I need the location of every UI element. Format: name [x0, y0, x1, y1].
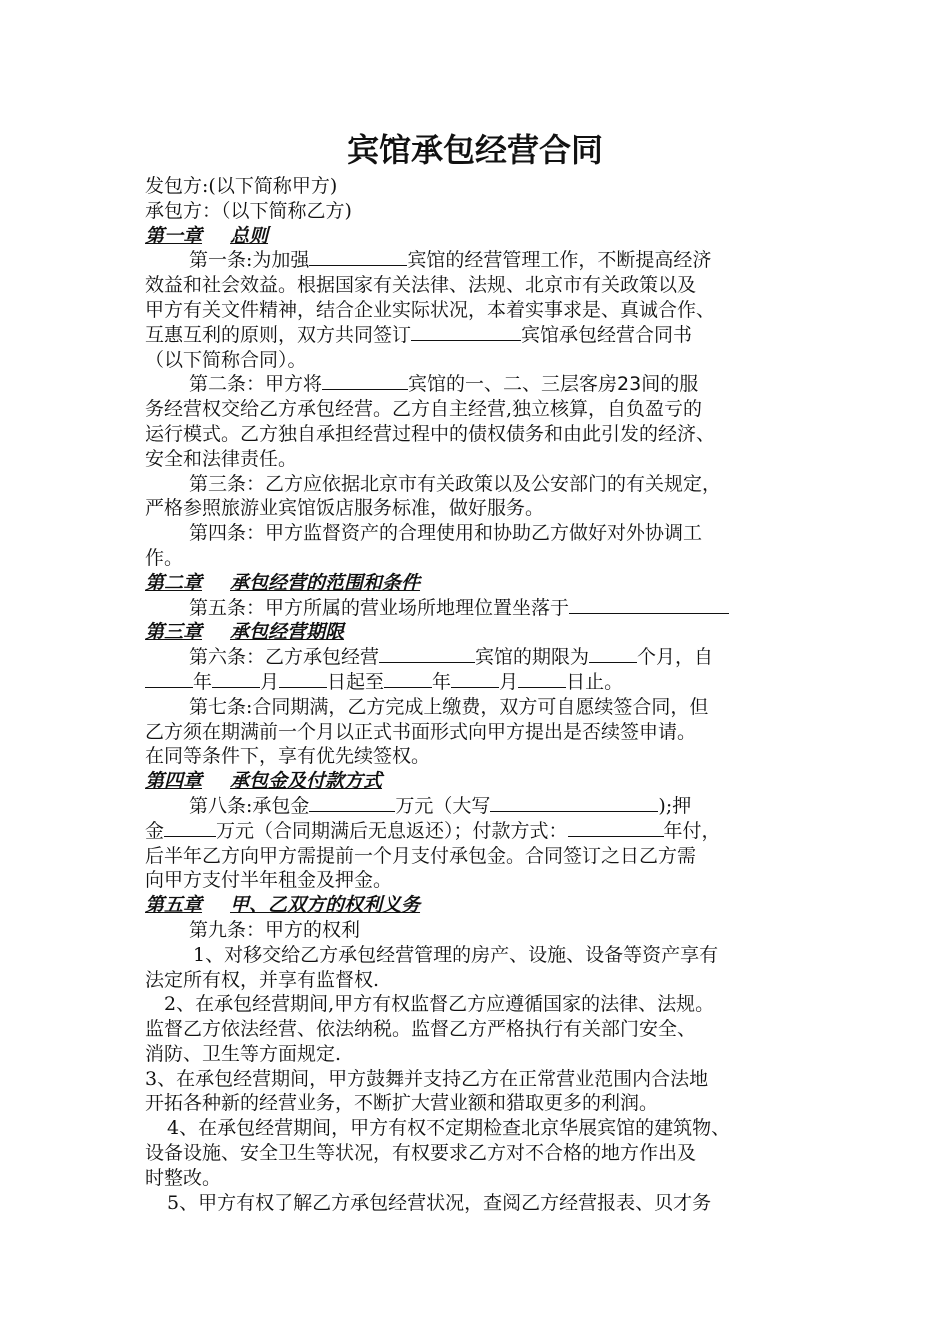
article-8-line-1 [145, 794, 815, 819]
item-1-line-1: 1、对移交给乙方承包经营管理的房产、设施、设备等资产享有 [193, 943, 719, 966]
item-4-line-3: 时整改。 [145, 1166, 222, 1189]
document-body [145, 174, 815, 1215]
article-4-line-1: 第四条：甲方监督资产的合理使用和协助乙方做好对外协调工 [189, 522, 703, 545]
item-1-line-2: 法定所有权，并享有监督权. [145, 968, 380, 991]
article-7-line-1: 第七条:合同期满，乙方完成上缴费，双方可自愿续签合同，但 [189, 695, 709, 718]
fill-blank-hotel-name [411, 323, 521, 341]
article-1-line-1 [145, 248, 815, 273]
text-run: 月 [260, 670, 280, 693]
article-2-line-1 [145, 372, 815, 397]
text-run: 第一条:为加强 [189, 249, 310, 272]
article-2-line-3: 运行模式。乙方独自承担经营过程中的债权债务和由此引发的经济、 [145, 422, 716, 445]
chapter-name: 承包经营期限 [230, 621, 345, 644]
article-1-line-5: （以下简称合同）。 [145, 348, 307, 371]
fill-blank-amount [309, 794, 395, 812]
text-run: 宾馆承包经营合同书 [521, 323, 693, 346]
chapter-number: 第五章 [145, 894, 203, 917]
fill-blank-start-day [279, 670, 327, 688]
chapter-name: 承包金及付款方式 [230, 770, 383, 793]
fill-blank-start-month [212, 670, 260, 688]
article-6-line-2 [145, 670, 815, 695]
fill-blank-months [589, 645, 637, 663]
fill-blank-end-day [518, 670, 566, 688]
article-1-line-2: 效益和社会效益。根据国家有关法律、法规、北京市有关政策以及 [145, 274, 697, 297]
item-5-line-1: 5、甲方有权了解乙方承包经营状况，查阅乙方经营报表、贝才务 [167, 1191, 712, 1214]
article-8-line-4: 向甲方支付半年租金及押金。 [145, 869, 393, 892]
text-run: 第六条：乙方承包经营 [189, 646, 380, 669]
text-run: 年 [193, 670, 213, 693]
chapter-name: 总则 [230, 224, 269, 247]
article-2-line-2: 务经营权交给乙方承包经营。乙方自主经营,独立核算，自负盈亏的 [145, 398, 703, 421]
fill-blank-hotel-name [379, 645, 475, 663]
party-a-line: 发包方:(以下简称甲方) [145, 175, 338, 197]
article-2-line-4: 安全和法律责任。 [145, 447, 298, 470]
article-3-line-2: 严格参照旅游业宾馆饭店服务标准，做好服务。 [145, 497, 545, 520]
text-run: 日止。 [566, 670, 624, 693]
article-8-line-2 [145, 819, 815, 844]
chapter-3-heading [145, 620, 815, 645]
fill-blank-hotel-name [309, 248, 407, 266]
text-run: 月 [499, 670, 519, 693]
text-run: 日起至 [327, 670, 385, 693]
article-9-line-1: 第九条：甲方的权利 [189, 918, 361, 941]
chapter-number: 第三章 [145, 621, 203, 644]
item-2-line-1: 2、在承包经营期间,甲方有权监督乙方应遵循国家的法律、法规。 [164, 993, 715, 1016]
chapter-1-heading [145, 224, 815, 249]
item-2-line-3: 消防、卫生等方面规定. [145, 1042, 342, 1065]
fill-blank-start-year [145, 670, 193, 688]
text-run: 第五条：甲方所属的营业场所地理位置坐落于 [189, 596, 570, 619]
chapter-2-heading [145, 571, 815, 596]
chapter-number: 第一章 [145, 224, 203, 247]
chapter-name: 甲、乙双方的权利义务 [230, 894, 421, 917]
text-run: 万元（大写 [395, 794, 491, 817]
text-run: 万元（合同期满后无息返还）；付款方式： [216, 819, 568, 842]
text-run: 间的服 [641, 373, 699, 396]
article-1-line-4 [145, 323, 815, 348]
article-7-line-3: 在同等条件下，享有优先续签权。 [145, 745, 431, 768]
text-run: 第二条：甲方将 [189, 373, 323, 396]
chapter-4-heading [145, 769, 815, 794]
text-run: 互惠互利的原则，双方共同签订 [145, 323, 412, 346]
article-3-line-1: 第三条：乙方应依据北京市有关政策以及公安部门的有关规定， [189, 472, 722, 495]
text-run: 宾馆的经营管理工作，不断提高经济 [407, 249, 712, 272]
item-2-line-2: 监督乙方依法经营、依法纳税。监督乙方严格执行有关部门安全、 [145, 1018, 697, 1041]
text-run: 个月，自 [637, 646, 714, 669]
fill-blank-hotel-name [322, 372, 408, 390]
text-run: );押 [658, 794, 692, 817]
item-4-line-2: 设备设施、安全卫生等状况，有权要求乙方对不合格的地方作出及 [145, 1142, 697, 1165]
fill-blank-end-year [384, 670, 432, 688]
text-run: 23 [617, 373, 642, 396]
text-run: 宾馆的一、二、三层客房 [408, 373, 618, 396]
text-run: 年 [432, 670, 452, 693]
text-run: 第八条:承包金 [189, 794, 310, 817]
text-run: 年付， [663, 819, 721, 842]
article-4-line-2: 作。 [145, 546, 184, 569]
chapter-5-heading [145, 893, 815, 918]
fill-blank-amount-words [490, 794, 658, 812]
chapter-name: 承包经营的范围和条件 [230, 571, 421, 594]
party-b-line: 承包方：（以下简称乙方) [145, 199, 352, 222]
document-title: 宾馆承包经营合同 [346, 131, 603, 169]
item-3-line-2: 开拓各种新的经营业务，不断扩大营业额和猎取更多的利润。 [145, 1092, 659, 1115]
text-run: 金 [145, 819, 165, 842]
article-8-line-3: 后半年乙方向甲方需提前一个月支付承包金。合同签订之日乙方需 [145, 844, 697, 867]
article-1-line-3: 甲方有关文件精神，结合企业实际状况，本着实事求是、真诚合作、 [145, 298, 716, 321]
fill-blank-payment-method [568, 819, 664, 837]
item-3-line-1: 3、在承包经营期间，甲方鼓舞并支持乙方在正常营业范围内合法地 [145, 1067, 709, 1090]
chapter-number: 第四章 [145, 770, 203, 793]
article-5-line-1 [145, 596, 815, 621]
chapter-number: 第二章 [145, 571, 203, 594]
article-6-line-1 [145, 645, 815, 670]
text-run: 宾馆的期限为 [475, 646, 590, 669]
fill-blank-end-month [451, 670, 499, 688]
fill-blank-deposit [164, 819, 216, 837]
article-7-line-2: 乙方须在期满前一个月以正式书面形式向甲方提出是否续签申请。 [145, 720, 697, 743]
fill-blank-location [569, 596, 729, 614]
item-4-line-1: 4、在承包经营期间，甲方有权不定期检查北京华展宾馆的建筑物、 [167, 1117, 731, 1140]
